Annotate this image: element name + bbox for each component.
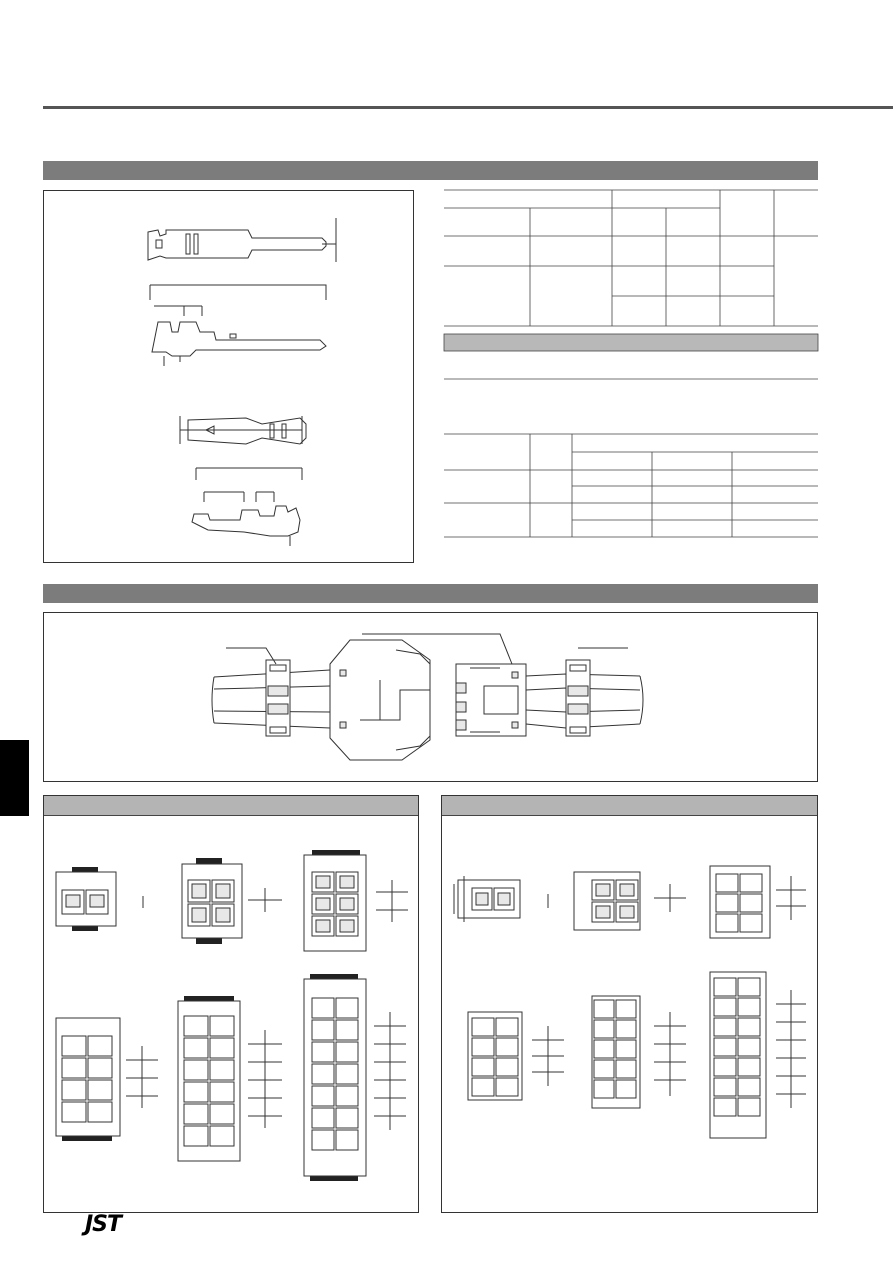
receptacle-4-circuit	[182, 858, 282, 944]
receptacle-8-circuit	[56, 1018, 158, 1141]
plug-10-circuit	[592, 996, 686, 1108]
plug-8-circuit	[468, 1012, 564, 1100]
plug-2-circuit	[454, 876, 548, 922]
receptacle-12-circuit	[304, 974, 406, 1181]
receptacle-6-circuit	[304, 850, 408, 951]
plug-6-circuit	[710, 866, 806, 938]
plug-12-circuit	[710, 972, 806, 1138]
jst-logo: JST	[85, 1212, 122, 1237]
receptacle-10-circuit	[178, 996, 282, 1161]
receptacle-2-circuit	[56, 867, 143, 931]
plug-4-circuit	[574, 872, 686, 930]
side-index-tab	[0, 740, 29, 816]
